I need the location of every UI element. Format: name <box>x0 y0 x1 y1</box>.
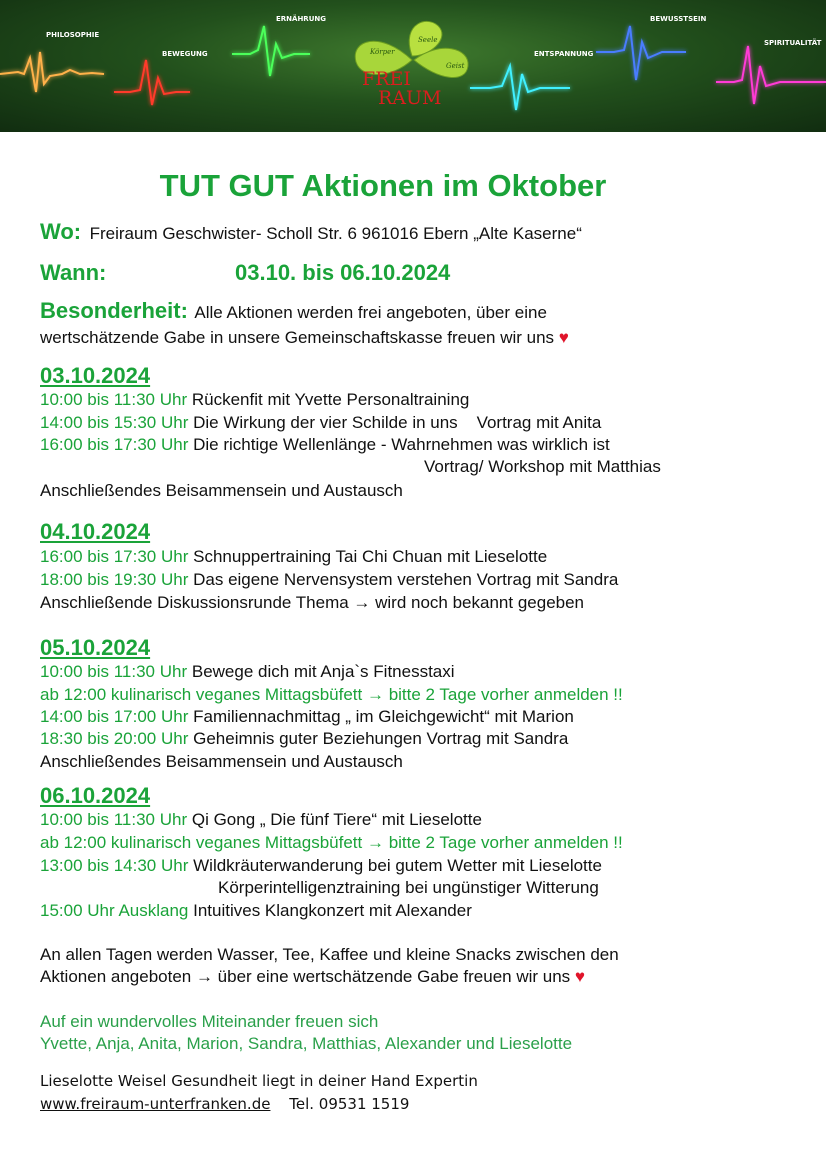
day-date: 05.10.2024 <box>40 635 151 660</box>
footer-contact <box>40 1095 409 1113</box>
day-date: 04.10.2024 <box>40 519 151 544</box>
time-range: 10:00 bis 11:30 Uhr <box>40 662 188 681</box>
lunch-notice: ab 12:00 kulinarisch veganes Mittagsbüfett → bitte 2 Tage vorher anmelden !! <box>40 833 623 852</box>
time-range: 14:00 bis 15:30 Uhr <box>40 413 189 432</box>
time-range: 18:00 bis 19:30 Uhr <box>40 570 189 589</box>
event-text: Anschließende Diskussionsrunde Thema → wird noch bekannt gegeben <box>40 593 585 612</box>
event-text: Wildkräuterwanderung bei gutem Wetter mit Lieselotte <box>193 856 602 875</box>
banner-label-ernaehrung: ERNÄHRUNG <box>276 15 326 23</box>
website-link[interactable]: www.freiraum-unterfranken.de <box>40 1095 271 1113</box>
banner-label-entspannung: ENTSPANNUNG <box>534 50 594 58</box>
event-text: Familiennachmittag „ im Gleichgewicht“ mit Marion <box>193 707 574 726</box>
schedule-line <box>40 435 610 455</box>
leaf-word-seele: Seele <box>418 36 438 44</box>
footer-credit: Lieselotte Weisel Gesundheit liegt in deiner Hand Expertin <box>40 1072 478 1090</box>
note-label: Besonderheit: <box>40 298 188 323</box>
event-text: Bewege dich mit Anja`s Fitnesstaxi <box>191 662 455 681</box>
time-range: 18:30 bis 20:00 Uhr <box>40 729 189 748</box>
event-text-continued: Vortrag/ Workshop mit Matthias <box>424 457 661 476</box>
heart-icon: ♥ <box>558 328 569 347</box>
greeting-names: Yvette, Anja, Anita, Marion, Sandra, Matthias, Alexander und Lieselotte <box>40 1034 573 1053</box>
day-date: 06.10.2024 <box>40 783 151 808</box>
time-range: 16:00 bis 17:30 Uhr <box>40 435 189 454</box>
schedule-line <box>40 390 469 410</box>
note-line-1: Alle Aktionen werden frei angeboten, über eine <box>194 303 547 322</box>
closing-line-1: An allen Tagen werden Wasser, Tee, Kaffee und kleine Snacks zwischen den <box>40 945 619 964</box>
schedule-line <box>40 413 601 433</box>
event-text: Die Wirkung der vier Schilde in uns Vortrag mit Anita <box>193 413 602 432</box>
heart-icon: ♥ <box>574 967 585 986</box>
event-text: Das eigene Nervensystem verstehen Vortrag mit Sandra <box>193 570 619 589</box>
schedule-line <box>40 707 574 727</box>
event-text: Die richtige Wellenlänge - Wahrnehmen was wirklich ist <box>193 435 610 454</box>
event-text: Geheimnis guter Beziehungen Vortrag mit Sandra <box>193 729 569 748</box>
note-row <box>40 298 547 324</box>
header-banner <box>0 0 826 132</box>
time-range: 13:00 bis 14:30 Uhr <box>40 856 189 875</box>
event-text: Rückenfit mit Yvette Personaltraining <box>191 390 470 409</box>
schedule-line <box>40 662 455 682</box>
schedule-line <box>40 570 618 590</box>
location-label: Wo: <box>40 219 82 244</box>
event-text-continued: Körperintelligenztraining bei ungünstiger Witterung <box>218 878 599 897</box>
time-range: 15:00 Uhr Ausklang <box>40 901 189 920</box>
phone-number: Tel. 09531 1519 <box>289 1095 410 1113</box>
when-dates: 03.10. bis 06.10.2024 <box>235 260 451 285</box>
location-text: Freiraum Geschwister- Scholl Str. 6 961016 Ebern „Alte Kaserne“ <box>89 224 582 243</box>
banner-label-bewegung: BEWEGUNG <box>162 50 208 58</box>
leaf-word-koerper: Körper <box>370 48 395 56</box>
event-text: Anschließendes Beisammensein und Austausch <box>40 481 403 500</box>
schedule-line <box>40 729 568 749</box>
event-text: Schnuppertraining Tai Chi Chuan mit Lieselotte <box>193 547 548 566</box>
closing-line-2: Aktionen angeboten → über eine wertschätzende Gabe freuen wir uns <box>40 967 571 986</box>
schedule-line <box>40 901 472 921</box>
note-line-2: wertschätzende Gabe in unsere Gemeinschaftskasse freuen wir uns <box>40 328 555 347</box>
page-title: TUT GUT Aktionen im Oktober <box>159 168 607 203</box>
banner-label-bewusstsein: BEWUSSTSEIN <box>650 15 707 23</box>
when-label: Wann: <box>40 260 107 285</box>
time-range: 10:00 bis 11:30 Uhr <box>40 390 188 409</box>
lunch-notice: ab 12:00 kulinarisch veganes Mittagsbüfett → bitte 2 Tage vorher anmelden !! <box>40 685 623 704</box>
leaf-word-geist: Geist <box>446 62 465 70</box>
closing-line-2-row <box>40 967 585 987</box>
greeting-line-1: Auf ein wundervolles Miteinander freuen sich <box>40 1012 379 1031</box>
time-range: 16:00 bis 17:30 Uhr <box>40 547 189 566</box>
location-row <box>40 219 582 245</box>
note-line-2-row <box>40 328 569 348</box>
logo-text-raum: RAUM <box>378 87 442 109</box>
day-date: 03.10.2024 <box>40 363 151 388</box>
time-range: 14:00 bis 17:00 Uhr <box>40 707 189 726</box>
banner-label-spiritualitaet: SPIRITUALITÄT <box>764 39 822 47</box>
event-text: Intuitives Klangkonzert mit Alexander <box>193 901 472 920</box>
event-text: Anschließendes Beisammensein und Austausch <box>40 752 403 771</box>
schedule-line <box>40 547 547 567</box>
logo-text-frei: FREI <box>362 68 411 90</box>
time-range: 10:00 bis 11:30 Uhr <box>40 810 188 829</box>
banner-label-philosophie: PHILOSOPHIE <box>46 31 100 39</box>
schedule-line <box>40 856 602 876</box>
schedule-line <box>40 810 482 830</box>
event-text: Qi Gong „ Die fünf Tiere“ mit Lieselotte <box>191 810 482 829</box>
